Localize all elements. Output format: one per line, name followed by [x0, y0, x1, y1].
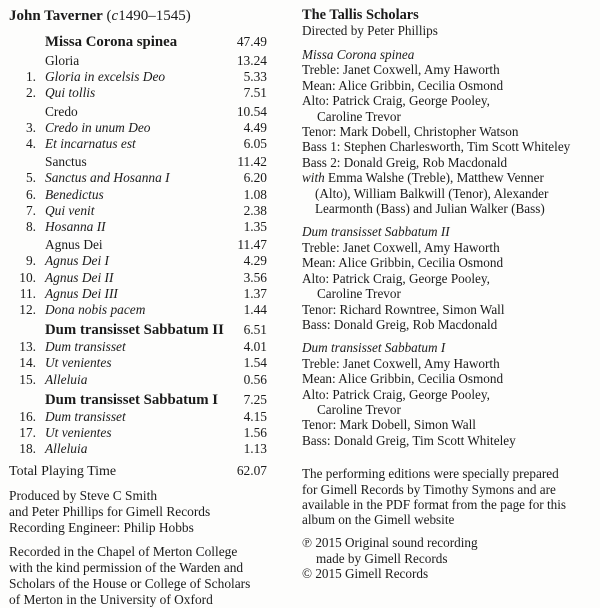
track-row: [9, 203, 267, 219]
production-credit-line: Produced by Steve C Smith: [9, 488, 158, 504]
recording-location-line: of Merton in the University of Oxford: [9, 592, 213, 608]
track-time: 4.15: [243, 408, 267, 424]
roster-missa-corona-spinea: [302, 47, 592, 216]
roster-work-title: Dum transisset Sabbatum I: [302, 340, 446, 356]
phonogram-notice: [302, 535, 592, 567]
track-row: [9, 187, 267, 203]
roster-dum-transisset-sabbatum-2: [302, 224, 592, 332]
performing-editions-note: [302, 466, 592, 528]
production-credit-line: and Peter Phillips for Gimell Records: [9, 504, 211, 520]
total-label: Total Playing Time: [9, 464, 117, 480]
track-title: Dona nobis pacem: [45, 302, 146, 318]
roster-dum-transisset-sabbatum-1: [302, 340, 592, 448]
section-title: Sanctus: [45, 154, 87, 170]
track-title: Agnus Dei III: [45, 285, 118, 301]
track-time: 1.56: [243, 425, 267, 441]
track-number: 15.: [19, 371, 36, 387]
track-row: [9, 85, 267, 101]
track-time: 2.38: [243, 202, 267, 218]
track-title: Alleluia: [45, 371, 88, 387]
production-credit-line: Recording Engineer: Philip Hobbs: [9, 520, 194, 536]
copyright-notice: © 2015 Gimell Records: [302, 566, 429, 582]
section-title: Agnus Dei: [45, 237, 103, 253]
track-number: 11.: [19, 285, 36, 301]
track-time: 7.51: [243, 85, 267, 101]
track-number: 7.: [25, 202, 36, 218]
additional-singers-line: Learmonth (Bass) and Julian Walker (Bass): [315, 201, 545, 217]
track-title: Qui venit: [45, 202, 95, 218]
voice-line-continuation: Caroline Trevor: [317, 286, 401, 302]
track-row: [9, 170, 267, 186]
track-number: 1.: [25, 69, 36, 85]
track-time: 1.08: [243, 186, 267, 202]
track-time: 1.44: [243, 302, 267, 318]
voice-line: Tenor: Mark Dobell, Christopher Watson: [302, 124, 519, 140]
voice-line: Treble: Janet Coxwell, Amy Haworth: [302, 239, 500, 255]
track-number: 8.: [25, 219, 36, 235]
tracklist-column: [9, 7, 267, 608]
section-row: [9, 237, 267, 253]
track-time: 4.01: [243, 339, 267, 355]
editions-note-line: album on the Gimell website: [302, 512, 455, 528]
track-row: [9, 253, 267, 269]
track-row: [9, 136, 267, 152]
performers-column: [302, 7, 592, 600]
track-title: Sanctus and Hosanna I: [45, 170, 170, 186]
voice-line: Mean: Alice Gribbin, Cecilia Osmond: [302, 371, 504, 387]
voice-line: Bass: Donald Greig, Tim Scott Whiteley: [302, 432, 516, 448]
total-time: 62.07: [236, 463, 267, 479]
track-time: 5.33: [243, 69, 267, 85]
voice-line: Alto: Patrick Craig, George Pooley,: [302, 270, 490, 286]
voice-line: Alto: Patrick Craig, George Pooley,: [302, 386, 490, 402]
work-row: [9, 33, 267, 51]
section-time: 10.54: [236, 103, 267, 119]
track-time: 6.20: [243, 170, 267, 186]
voice-line-continuation: Caroline Trevor: [317, 401, 401, 417]
recording-location-credits: [9, 544, 267, 608]
track-time: 4.29: [243, 253, 267, 269]
voice-line: Mean: Alice Gribbin, Cecilia Osmond: [302, 255, 504, 271]
track-number: 10.: [19, 269, 36, 285]
additional-singers-lead: with: [302, 170, 325, 186]
ensemble-name: The Tallis Scholars: [302, 7, 419, 23]
voice-line: Bass: Donald Greig, Rob Macdonald: [302, 316, 498, 332]
track-row: [9, 286, 267, 302]
editions-note-line: for Gimell Records by Timothy Symons and are: [302, 481, 556, 497]
roster-work-title: Dum transisset Sabbatum II: [302, 224, 450, 240]
track-number: 17.: [19, 425, 36, 441]
track-number: 16.: [19, 408, 36, 424]
section-time: 11.47: [237, 237, 267, 253]
track-row: [9, 425, 267, 441]
composer-name: John Taverner: [9, 8, 103, 24]
editions-note-line: The performing editions were specially prepared: [302, 466, 559, 482]
recording-location-line: Recorded in the Chapel of Merton College: [9, 544, 238, 560]
track-row: [9, 69, 267, 85]
tracklist: [9, 33, 267, 457]
voice-line: Treble: Janet Coxwell, Amy Haworth: [302, 62, 500, 78]
track-time: 1.13: [243, 441, 267, 457]
phonogram-notice-line: ℗ 2015 Original sound recording: [302, 534, 478, 550]
section-title: Gloria: [45, 53, 80, 68]
track-number: 18.: [19, 441, 36, 457]
track-time: 3.56: [243, 269, 267, 285]
track-row: [9, 120, 267, 136]
work-title: Dum transisset Sabbatum I: [45, 391, 219, 408]
track-row: [9, 302, 267, 318]
track-number: 14.: [19, 355, 36, 371]
track-time: 1.37: [243, 285, 267, 301]
track-row: [9, 441, 267, 457]
track-row: [9, 219, 267, 235]
track-row: [9, 409, 267, 425]
track-number: 9.: [25, 253, 36, 269]
composer-heading: [9, 7, 267, 25]
recording-location-line: with the kind permission of the Warden and: [9, 560, 244, 576]
track-title: Ut venientes: [45, 425, 112, 441]
additional-singers-line: (Alto), William Balkwill (Tenor), Alexander: [315, 185, 549, 201]
track-title: Benedictus: [45, 186, 104, 202]
section-row: [9, 154, 267, 170]
voice-line: Bass 1: Stephen Charlesworth, Tim Scott Whiteley: [302, 139, 571, 155]
track-title: Agnus Dei I: [45, 253, 109, 269]
voice-line: Mean: Alice Gribbin, Cecilia Osmond: [302, 77, 504, 93]
work-time: 47.49: [236, 34, 267, 49]
track-time: 4.49: [243, 119, 267, 135]
track-title: Gloria in excelsis Deo: [45, 69, 166, 85]
work-row: [9, 321, 267, 339]
section-row: [9, 53, 267, 69]
track-time: 0.56: [243, 371, 267, 387]
editions-note-line: available in the PDF format from the page for this: [302, 496, 567, 512]
track-number: 12.: [19, 302, 36, 318]
additional-singers-line: [302, 170, 592, 185]
track-number: 5.: [25, 170, 36, 186]
additional-singers-text: Emma Walshe (Treble), Matthew Venner: [328, 170, 544, 186]
section-row: [9, 104, 267, 120]
track-number: 2.: [25, 85, 36, 101]
track-title: Ut venientes: [45, 355, 112, 371]
track-row: [9, 339, 267, 355]
voice-line: Treble: Janet Coxwell, Amy Haworth: [302, 355, 500, 371]
director-credit: Directed by Peter Phillips: [302, 23, 438, 38]
voice-line: Alto: Patrick Craig, George Pooley,: [302, 93, 490, 109]
track-title: Alleluia: [45, 441, 88, 457]
production-credits: [9, 488, 267, 536]
work-title: Missa Corona spinea: [45, 34, 178, 50]
phonogram-notice-line: made by Gimell Records: [316, 550, 448, 566]
track-number: 6.: [25, 186, 36, 202]
track-row: [9, 270, 267, 286]
track-number: 13.: [19, 339, 36, 355]
work-time: 6.51: [243, 322, 267, 338]
recording-location-line: Scholars of the House or College of Scholars: [9, 576, 251, 592]
work-title: Dum transisset Sabbatum II: [45, 322, 224, 339]
track-number: 3.: [25, 119, 36, 135]
composer-dates: (c1490–1545): [106, 8, 191, 24]
work-row: [9, 391, 267, 409]
section-time: 13.24: [236, 53, 267, 68]
section-time: 11.42: [237, 154, 267, 170]
section-title: Credo: [45, 103, 78, 119]
track-row: [9, 355, 267, 371]
track-time: 1.54: [243, 355, 267, 371]
roster-work-title: Missa Corona spinea: [302, 47, 415, 62]
track-time: 6.05: [243, 136, 267, 152]
track-title: Agnus Dei II: [45, 269, 114, 285]
track-title: Et incarnatus est: [45, 136, 136, 152]
track-time: 1.35: [243, 219, 267, 235]
track-title: Dum transisset: [45, 408, 126, 424]
track-title: Hosanna II: [45, 219, 106, 235]
track-row: [9, 372, 267, 388]
track-title: Dum transisset: [45, 339, 126, 355]
track-title: Credo in unum Deo: [45, 119, 151, 135]
voice-line: Bass 2: Donald Greig, Rob Macdonald: [302, 154, 508, 170]
voice-line: Tenor: Mark Dobell, Simon Wall: [302, 417, 476, 433]
voice-line: Tenor: Richard Rowntree, Simon Wall: [302, 301, 505, 317]
voice-line-continuation: Caroline Trevor: [317, 108, 401, 124]
track-number: 4.: [25, 136, 36, 152]
total-playing-time-row: [9, 463, 267, 480]
track-title: Qui tollis: [45, 85, 96, 101]
work-time: 7.25: [243, 391, 267, 407]
